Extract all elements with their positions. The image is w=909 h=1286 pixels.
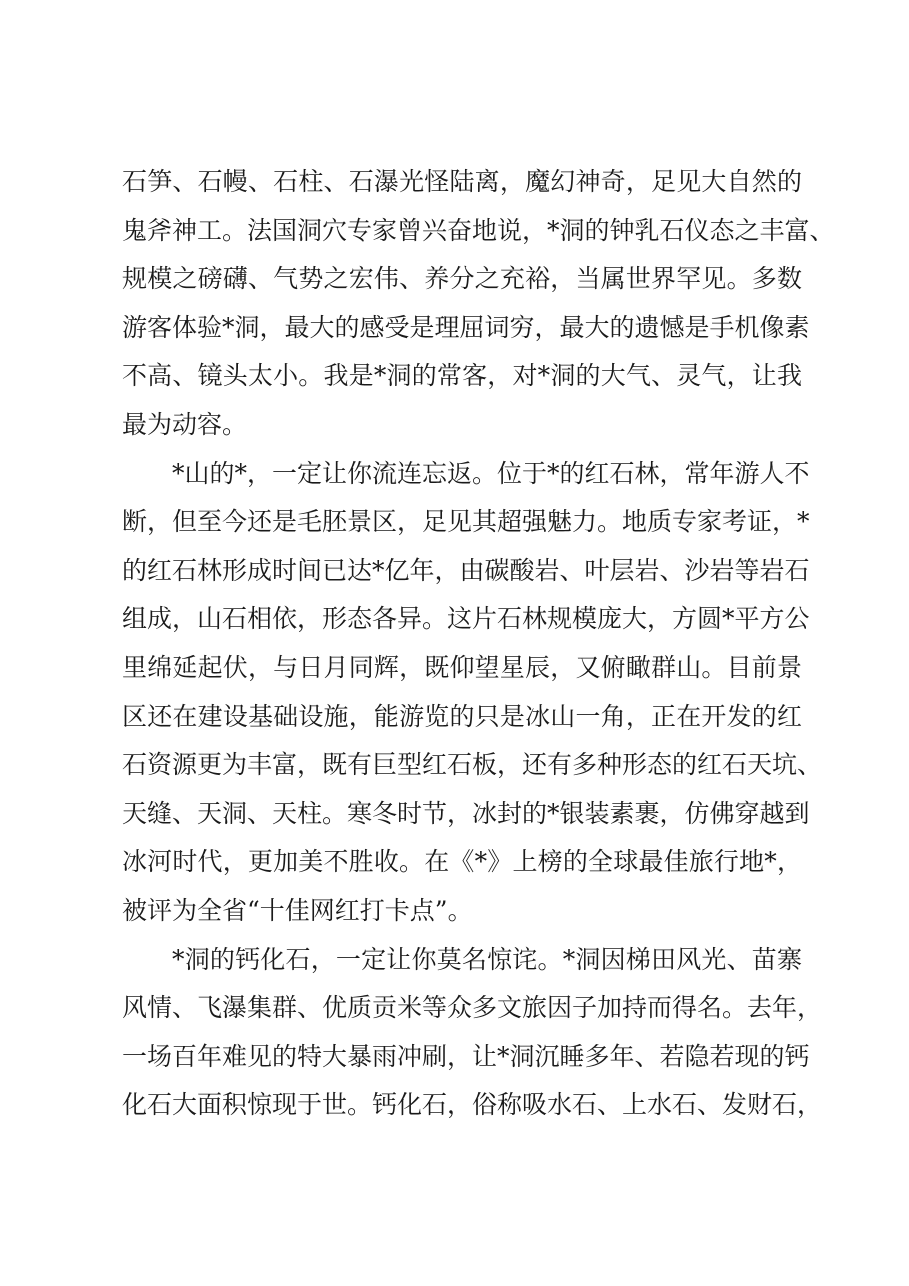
- text-line: 区还在建设基础设施，能游览的只是冰山一角，正在开发的红: [122, 701, 802, 731]
- text-line: 化石大面积惊现于世。钙化石，俗称吸水石、上水石、发财石，: [122, 1090, 823, 1120]
- text-line: *洞的钙化石，一定让你莫名惊诧。*洞因梯田风光、苗寨: [172, 944, 802, 974]
- text-line: 石笋、石幔、石柱、石瀑光怪陆离，魔幻神奇，足见大自然的: [122, 167, 802, 196]
- text-line: 石资源更为丰富，既有巨型红石板，还有多种形态的红石天坑、: [122, 750, 823, 780]
- text-line: 被评为全省“十佳网红打卡点”。: [122, 895, 473, 925]
- text-line: 天缝、天洞、天柱。寒冬时节，冰封的*银装素裹，仿佛穿越到: [122, 798, 810, 828]
- text-line: 游客体验*洞，最大的感受是理屈词穷，最大的遗憾是手机像素: [122, 312, 810, 342]
- text-line: 不高、镜头太小。我是*洞的常客，对*洞的大气、灵气，让我: [122, 361, 802, 391]
- text-line: 组成，山石相依，形态各异。这片石林规模庞大，方圆*平方公: [122, 604, 810, 634]
- text-line: 一场百年难见的特大暴雨冲刷，让*洞沉睡多年、若隐若现的钙: [122, 1041, 810, 1071]
- text-line: 里绵延起伏，与日月同辉，既仰望星辰，又俯瞰群山。目前景: [122, 652, 802, 682]
- text-line: 鬼斧神工。法国洞穴专家曾兴奋地说，*洞的钟乳石仪态之丰富、: [122, 215, 835, 245]
- text-line: 的红石林形成时间已达*亿年，由碳酸岩、叶层岩、沙岩等岩石: [122, 555, 810, 585]
- text-line: 冰河时代，更加美不胜收。在《*》上榜的全球最佳旅行地*，: [122, 847, 802, 877]
- body-text: [122, 158, 835, 1130]
- text-line: *山的*，一定让你流连忘返。位于*的红石林，常年游人不: [172, 458, 810, 488]
- text-line: 断，但至今还是毛胚景区，足见其超强魅力。地质专家考证，*: [122, 507, 810, 537]
- text-line: 最为动容。: [122, 409, 248, 439]
- text-line: 规模之磅礴、气势之宏伟、养分之充裕，当属世界罕见。多数: [122, 264, 802, 294]
- text-line: 风情、飞瀑集群、优质贡米等众多文旅因子加持而得名。去年，: [122, 993, 823, 1023]
